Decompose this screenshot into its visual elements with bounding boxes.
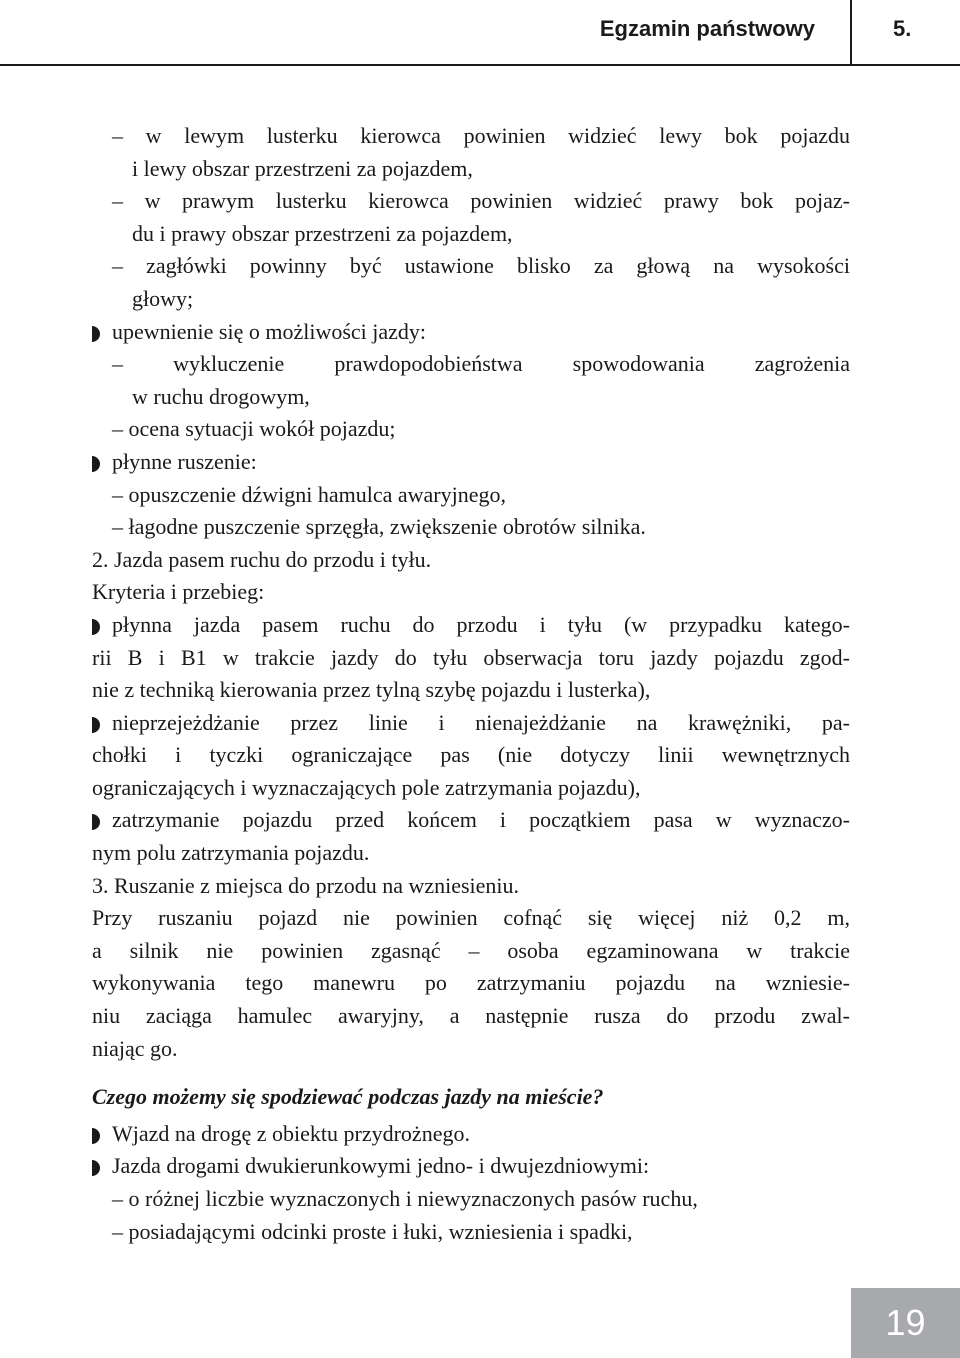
- text-line: chołki i tyczki ograniczające pas (nie dotyczy linii wewnętrznych: [92, 742, 850, 768]
- page-content: [92, 120, 850, 1248]
- text-line: nym polu zatrzymania pojazdu.: [92, 840, 370, 866]
- text-line: – posiadającymi odcinki proste i łuki, wzniesienia i spadki,: [112, 1218, 633, 1244]
- text-line: nie z techniką kierowania przez tylną szybę pojazdu i lusterka),: [92, 677, 651, 703]
- half-disc-bullet-icon: [90, 326, 104, 342]
- bullet-item: [92, 1150, 850, 1183]
- text-line: – ocena sytuacji wokół pojazdu;: [112, 416, 396, 442]
- bullet-text: zatrzymanie pojazdu przed końcem i początkiem pasa w wyznaczo-: [112, 807, 850, 833]
- half-disc-bullet-icon: [90, 619, 104, 635]
- bullet-item: [92, 446, 850, 479]
- bullet-text: nieprzejeżdżanie przez linie i nienajeżdżanie na krawężniki, pa-: [112, 709, 850, 735]
- chapter-title: Egzamin państwowy: [599, 16, 815, 41]
- bullet-text: Wjazd na drogę z obiektu przydrożnego.: [112, 1120, 470, 1146]
- page-number-box: [851, 1288, 960, 1358]
- bullet-item: [92, 707, 850, 740]
- text-line: głowy;: [132, 285, 194, 311]
- text-line: – w prawym lusterku kierowca powinien widzieć prawy bok pojaz-: [112, 188, 850, 214]
- bullet-text: upewnienie się o możliwości jazdy:: [112, 318, 427, 344]
- bullet-item: [92, 1118, 850, 1151]
- spacer: [92, 1065, 850, 1081]
- text-line: – opuszczenie dźwigni hamulca awaryjnego,: [112, 481, 507, 507]
- text-line: wykonywania tego manewru po zatrzymaniu pojazdu na wzniesie-: [92, 970, 850, 996]
- text-line: niu zaciąga hamulec awaryjny, a następnie rusza do przodu zwal-: [92, 1003, 850, 1029]
- text-line: rii B i B1 w trakcie jazdy do tyłu obserwacja toru jazdy pojazdu zgod-: [92, 644, 850, 670]
- page-number: 19: [885, 1302, 926, 1343]
- section-heading: 2. Jazda pasem ruchu do przodu i tyłu.: [92, 546, 432, 572]
- question-heading: Czego możemy się spodziewać podczas jazdy na mieście?: [92, 1084, 604, 1110]
- page-header: [0, 0, 960, 66]
- half-disc-bullet-icon: [90, 456, 104, 472]
- bullet-text: płynne ruszenie:: [112, 448, 257, 474]
- bullet-item: [92, 804, 850, 837]
- text-line: – w lewym lusterku kierowca powinien widzieć lewy bok pojazdu: [112, 123, 850, 148]
- bullet-text: płynna jazda pasem ruchu do przodu i tyłu (w przypadku katego-: [112, 611, 850, 637]
- bullet-item: [92, 316, 850, 349]
- text-line: Kryteria i przebieg:: [92, 579, 265, 605]
- header-divider: [850, 0, 852, 65]
- text-line: i lewy obszar przestrzeni za pojazdem,: [132, 155, 473, 181]
- text-line: a silnik nie powinien zgasnąć – osoba egzaminowana w trakcie: [92, 937, 850, 963]
- text-line: w ruchu drogowym,: [132, 383, 310, 409]
- chapter-number: 5.: [893, 16, 912, 41]
- text-line: – zagłówki powinny być ustawione blisko za głową na wysokości: [112, 253, 850, 279]
- half-disc-bullet-icon: [90, 717, 104, 733]
- half-disc-bullet-icon: [90, 1160, 104, 1176]
- text-line: ograniczających i wyznaczających pole zatrzymania pojazdu),: [92, 774, 641, 800]
- section-heading: 3. Ruszanie z miejsca do przodu na wzniesieniu.: [92, 872, 520, 898]
- half-disc-bullet-icon: [90, 814, 104, 830]
- half-disc-bullet-icon: [90, 1128, 104, 1144]
- text-line: du i prawy obszar przestrzeni za pojazdem,: [132, 220, 513, 246]
- text-line: – wykluczenie prawdopodobieństwa spowodowania zagrożenia: [112, 351, 850, 377]
- text-line: – łagodne puszczenie sprzęgła, zwiększenie obrotów silnika.: [112, 514, 646, 540]
- text-line: niając go.: [92, 1035, 178, 1061]
- bullet-item: [92, 609, 850, 642]
- text-line: – o różnej liczbie wyznaczonych i niewyznaczonych pasów ruchu,: [112, 1186, 698, 1211]
- header-rule: [0, 64, 960, 66]
- bullet-text: Jazda drogami dwukierunkowymi jedno- i dwujezdniowymi:: [112, 1153, 650, 1179]
- text-line: Przy ruszaniu pojazd nie powinien cofnąć się więcej niż 0,2 m,: [92, 905, 850, 931]
